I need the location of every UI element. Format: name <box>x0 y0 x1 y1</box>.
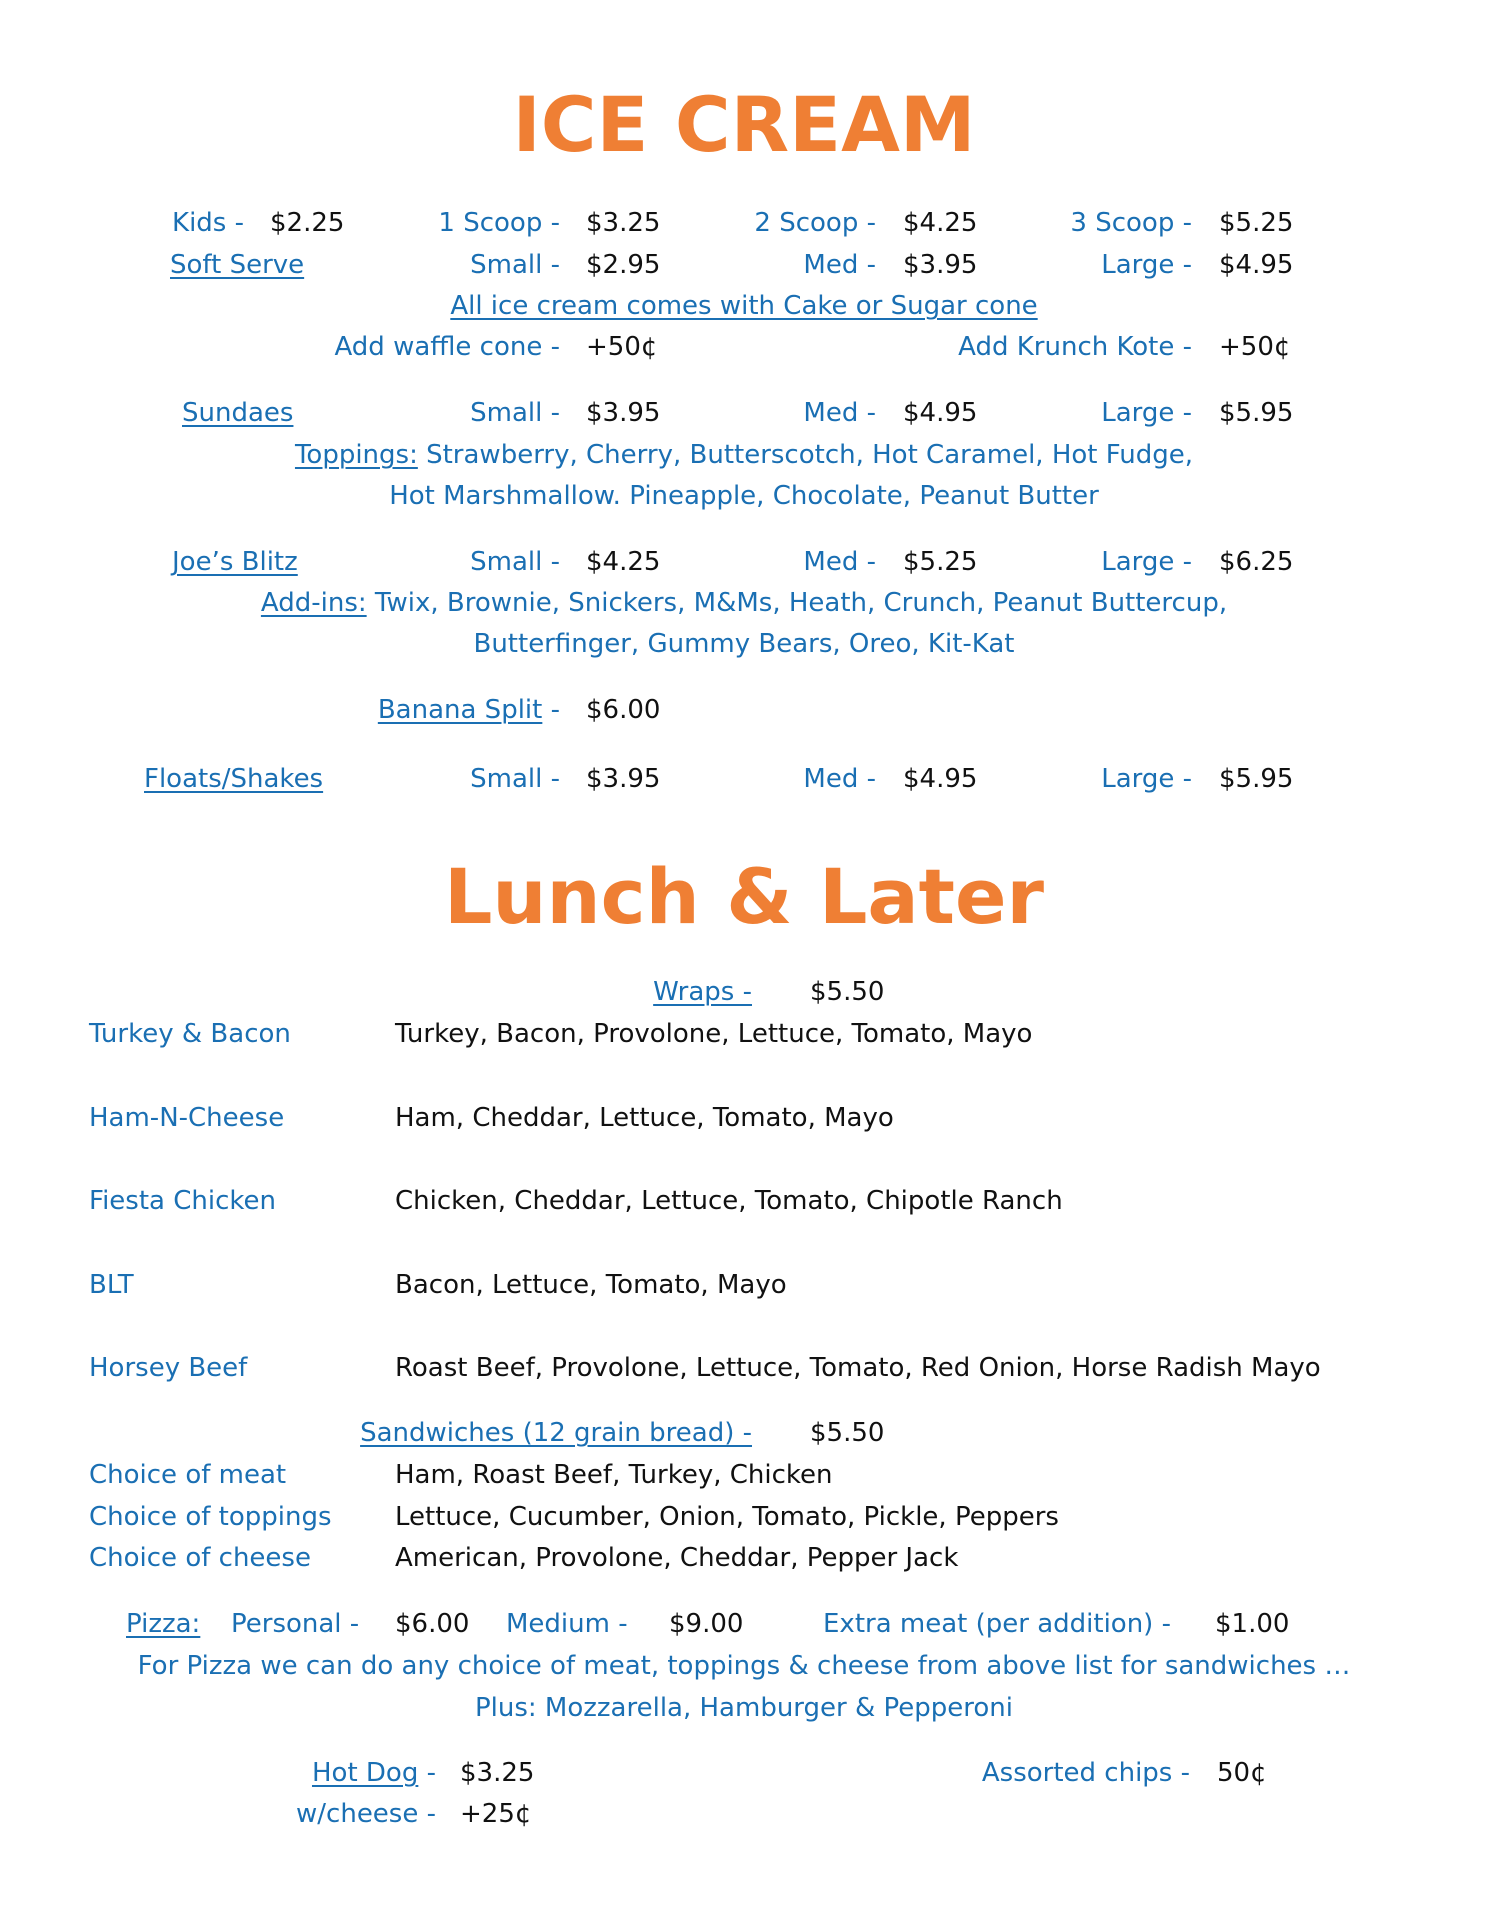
pizza-extra-label: Extra meat (per addition) - <box>823 1609 1171 1639</box>
kids-label: Kids - <box>172 208 244 238</box>
hot-dog-dash: - <box>426 1758 436 1788</box>
krunch-kote-label: Add Krunch Kote - <box>958 332 1192 362</box>
hot-dog-name: Hot Dog <box>311 1758 419 1788</box>
wrap-name: Turkey & Bacon <box>89 1019 291 1049</box>
floats-small-price: $3.95 <box>586 764 661 794</box>
banana-split-price: $6.00 <box>586 695 661 725</box>
wraps-heading: Wraps - <box>653 977 752 1007</box>
floats-med-label: Med - <box>803 764 876 794</box>
addins-label: Add-ins: <box>260 588 367 618</box>
sandwich-choice-desc: Ham, Roast Beef, Turkey, Chicken <box>395 1460 833 1490</box>
soft-serve-med-label: Med - <box>803 250 876 280</box>
sundae-small-label: Small - <box>470 398 560 428</box>
toppings-line-1 <box>0 438 1488 472</box>
wrap-name: Ham-N-Cheese <box>89 1103 285 1133</box>
soft-serve-small-price: $2.95 <box>586 250 661 280</box>
pizza-note-2: Plus: Mozzarella, Hamburger & Pepperoni <box>474 1693 1014 1723</box>
wrap-desc: Roast Beef, Provolone, Lettuce, Tomato, Red Onion, Horse Radish Mayo <box>395 1353 1321 1383</box>
three-scoop-label: 3 Scoop - <box>1070 208 1192 238</box>
banana-split-dash: - <box>550 695 560 725</box>
floats-large-label: Large - <box>1101 764 1192 794</box>
blitz-med-price: $5.25 <box>903 547 978 577</box>
toppings-list-1: Strawberry, Cherry, Butterscotch, Hot Caramel, Hot Fudge, <box>426 440 1194 470</box>
sundae-med-label: Med - <box>803 398 876 428</box>
kids-price: $2.25 <box>270 208 345 238</box>
two-scoop-price: $4.25 <box>903 208 978 238</box>
sandwich-choice-name: Choice of cheese <box>89 1543 311 1573</box>
hot-dog-price: $3.25 <box>460 1758 535 1788</box>
lunch-title: Lunch & Later <box>443 852 1045 941</box>
floats-small-label: Small - <box>470 764 560 794</box>
soft-serve-large-label: Large - <box>1101 250 1192 280</box>
hot-dog-cheese-price: +25¢ <box>460 1799 532 1829</box>
waffle-cone-label: Add waffle cone - <box>334 332 560 362</box>
wrap-name: BLT <box>89 1270 134 1300</box>
wrap-name: Fiesta Chicken <box>89 1186 276 1216</box>
soft-serve-small-label: Small - <box>470 250 560 280</box>
krunch-kote-price: +50¢ <box>1219 332 1291 362</box>
blitz-med-label: Med - <box>803 547 876 577</box>
blitz-heading: Joe’s Blitz <box>172 547 298 577</box>
soft-serve-heading: Soft Serve <box>170 250 305 280</box>
sundaes-heading: Sundaes <box>182 398 294 428</box>
pizza-medium-label: Medium - <box>506 1609 628 1639</box>
sandwiches-price: $5.50 <box>810 1418 885 1448</box>
floats-med-price: $4.95 <box>903 764 978 794</box>
pizza-personal-label: Personal - <box>231 1609 360 1639</box>
sundae-small-price: $3.95 <box>586 398 661 428</box>
wrap-desc: Bacon, Lettuce, Tomato, Mayo <box>395 1270 787 1300</box>
sandwich-choice-name: Choice of toppings <box>89 1502 332 1532</box>
addins-list-1: Twix, Brownie, Snickers, M&Ms, Heath, Crunch, Peanut Buttercup, <box>374 588 1228 618</box>
three-scoop-price: $5.25 <box>1219 208 1294 238</box>
wrap-desc: Chicken, Cheddar, Lettuce, Tomato, Chipotle Ranch <box>395 1186 1063 1216</box>
banana-split-label <box>300 693 560 727</box>
soft-serve-med-price: $3.95 <box>903 250 978 280</box>
ice-cream-title: ICE CREAM <box>512 80 976 169</box>
toppings-line-2: Hot Marshmallow. Pineapple, Chocolate, Peanut Butter <box>389 481 1099 511</box>
blitz-large-price: $6.25 <box>1219 547 1294 577</box>
waffle-cone-price: +50¢ <box>586 332 658 362</box>
one-scoop-price: $3.25 <box>586 208 661 238</box>
floats-heading: Floats/Shakes <box>144 764 324 794</box>
blitz-small-label: Small - <box>470 547 560 577</box>
pizza-medium-price: $9.00 <box>669 1609 744 1639</box>
wraps-price: $5.50 <box>810 977 885 1007</box>
sandwiches-heading: Sandwiches (12 grain bread) - <box>360 1418 752 1448</box>
hot-dog-cheese-label: w/cheese - <box>296 1799 436 1829</box>
addins-line-2: Butterfinger, Gummy Bears, Oreo, Kit-Kat <box>473 629 1015 659</box>
hot-dog-label <box>250 1756 436 1790</box>
one-scoop-label: 1 Scoop - <box>438 208 560 238</box>
two-scoop-label: 2 Scoop - <box>754 208 876 238</box>
sundae-large-price: $5.95 <box>1219 398 1294 428</box>
pizza-heading: Pizza: <box>126 1609 201 1639</box>
wrap-desc: Ham, Cheddar, Lettuce, Tomato, Mayo <box>395 1103 894 1133</box>
soft-serve-large-price: $4.95 <box>1219 250 1294 280</box>
pizza-personal-price: $6.00 <box>395 1609 470 1639</box>
chips-price: 50¢ <box>1217 1758 1267 1788</box>
addins-line-1 <box>0 586 1488 620</box>
cone-note: All ice cream comes with Cake or Sugar cone <box>450 291 1038 321</box>
toppings-label: Toppings: <box>294 440 418 470</box>
pizza-extra-price: $1.00 <box>1215 1609 1290 1639</box>
chips-label: Assorted chips - <box>981 1758 1190 1788</box>
wrap-desc: Turkey, Bacon, Provolone, Lettuce, Tomato, Mayo <box>395 1019 1033 1049</box>
pizza-note-1: For Pizza we can do any choice of meat, toppings & cheese from above list for sandwiches … <box>137 1651 1351 1681</box>
wrap-name: Horsey Beef <box>89 1353 248 1383</box>
sandwich-choice-name: Choice of meat <box>89 1460 287 1490</box>
sandwich-choice-desc: American, Provolone, Cheddar, Pepper Jack <box>395 1543 959 1573</box>
blitz-large-label: Large - <box>1101 547 1192 577</box>
banana-split-name: Banana Split <box>377 695 543 725</box>
floats-large-price: $5.95 <box>1219 764 1294 794</box>
sundae-large-label: Large - <box>1101 398 1192 428</box>
blitz-small-price: $4.25 <box>586 547 661 577</box>
sundae-med-price: $4.95 <box>903 398 978 428</box>
sandwich-choice-desc: Lettuce, Cucumber, Onion, Tomato, Pickle, Peppers <box>395 1502 1059 1532</box>
